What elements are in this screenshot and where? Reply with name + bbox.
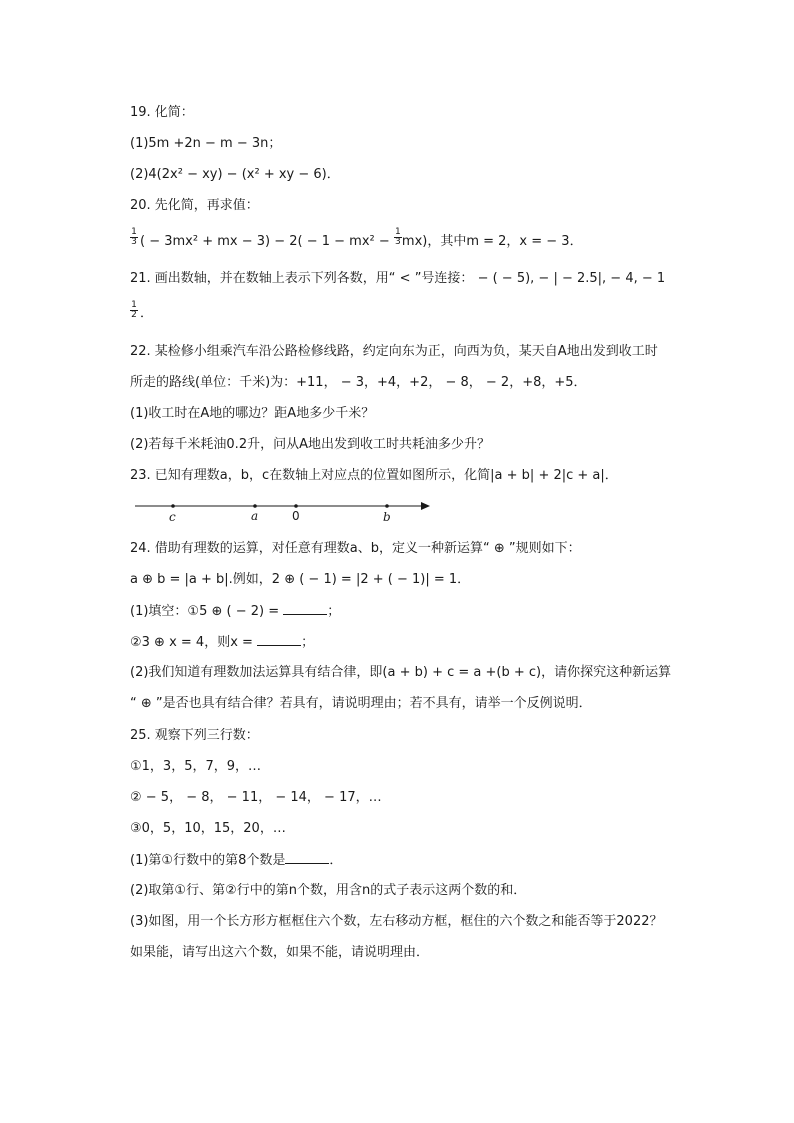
point-b (385, 504, 389, 508)
q24-part1a-end: ； (327, 604, 341, 619)
q21-fraction-numerator: 1 (131, 300, 137, 310)
label-zero: 0 (292, 509, 300, 523)
q21-line1: 21. 画出数轴，并在数轴上表示下列各数，用“ < ”号连接： − ( − 5), − | − 2.5|, − 4, − 1 (130, 271, 666, 286)
q21-fraction-denominator: 2 (131, 310, 137, 320)
q20-fraction-1 (130, 228, 138, 247)
q19-part2: (2)4(2x² − xy) − (x² + xy − 6)． (130, 167, 340, 182)
q25-row2: ② − 5， − 8， − 11， − 14， − 17，… (130, 790, 382, 805)
q20-title: 20. 先化简，再求值： (130, 198, 259, 213)
answer-blank-2[interactable] (257, 633, 301, 646)
point-a (253, 504, 257, 508)
q20-fraction-2-numerator: 1 (395, 227, 401, 237)
q25-row1: ①1，3，5，7，9，… (130, 759, 262, 774)
answer-blank-3[interactable] (285, 851, 329, 864)
label-c: c (169, 510, 176, 524)
q20-fraction-2 (394, 228, 402, 247)
q24-part1a (130, 602, 340, 621)
q21-tail: ． (140, 306, 154, 321)
q24-line1: 24. 借助有理数的运算，对任意有理数a、b，定义一种新运算“ ⊕ ”规则如下： (130, 541, 581, 556)
point-c (171, 504, 175, 508)
label-b: b (383, 510, 391, 524)
q20-expression (140, 227, 583, 251)
q24-part2-line1: (2)我们知道有理数加法运算具有结合律，即(a + b) + c = a +(b + c)，请你探究这种新运算 (130, 665, 672, 680)
q20-fraction-2-denominator: 3 (395, 237, 401, 247)
q23-line1: 23. 已知有理数a，b，c在数轴上对应点的位置如图所示，化简|a + b| + 2|c + a|． (130, 468, 618, 483)
q22-part2: (2)若每千米耗油0.2升，问从A地出发到收工时共耗油多少升？ (130, 437, 490, 452)
q25-part1 (130, 851, 342, 870)
q19-part1: (1)5m +2n − m − 3n； (130, 136, 282, 151)
q23-number-line (130, 496, 440, 526)
q22-line2: 所走的路线(单位：千米)为：+11， − 3，+4，+2， − 8， − 2，+8，+5． (130, 375, 587, 390)
q24-part1b-text: ②3 ⊕ x = 4，则x = (130, 635, 258, 650)
q20-expression-part-b: mx)，其中m = 2，x = − 3． (401, 234, 583, 249)
number-line-arrow-icon (421, 502, 430, 510)
answer-blank-1[interactable] (283, 602, 327, 615)
q25-row3: ③0，5，10，15，20，… (130, 821, 286, 836)
q20-fraction-1-denominator: 3 (131, 237, 137, 247)
point-zero (294, 504, 298, 508)
q25-part3-line1: (3)如图，用一个长方形方框框住六个数，左右移动方框，框住的六个数之和能否等于2022？ (130, 914, 663, 929)
q25-part1-end: ． (329, 853, 343, 868)
q24-line2: a ⊕ b = |a + b|.例如，2 ⊕ ( − 1) = |2 + ( − 1)| = 1． (130, 572, 471, 587)
q22-line1: 22. 某检修小组乘汽车沿公路检修线路，约定向东为正，向西为负，某天自A地出发到收工时 (130, 344, 658, 359)
q22-part1: (1)收工时在A地的哪边？距A地多少千米？ (130, 406, 375, 421)
q24-part1b (130, 633, 314, 652)
q25-part2: (2)取第①行、第②行中的第n个数，用含n的式子表示这两个数的和． (130, 883, 527, 898)
q19-title: 19. 化简： (130, 105, 194, 120)
q24-part1b-end: ； (301, 635, 315, 650)
q25-title: 25. 观察下列三行数： (130, 728, 259, 743)
q25-part3-line2: 如果能，请写出这六个数，如果不能，请说明理由． (130, 945, 430, 960)
q20-fraction-1-numerator: 1 (131, 227, 137, 237)
q24-part2-line2: “ ⊕ ”是否也具有结合律？若具有，请说明理由；若不具有，请举一个反例说明． (130, 696, 592, 711)
q20-expression-part-a: ( − 3mx² + mx − 3) − 2( − 1 − mx² − (140, 234, 394, 249)
q24-part1a-text: (1)填空：①5 ⊕ ( − 2) = (130, 604, 284, 619)
label-a: a (251, 509, 259, 523)
q21-fraction (130, 301, 138, 320)
q25-part1-text: (1)第①行数中的第8个数是 (130, 853, 286, 868)
